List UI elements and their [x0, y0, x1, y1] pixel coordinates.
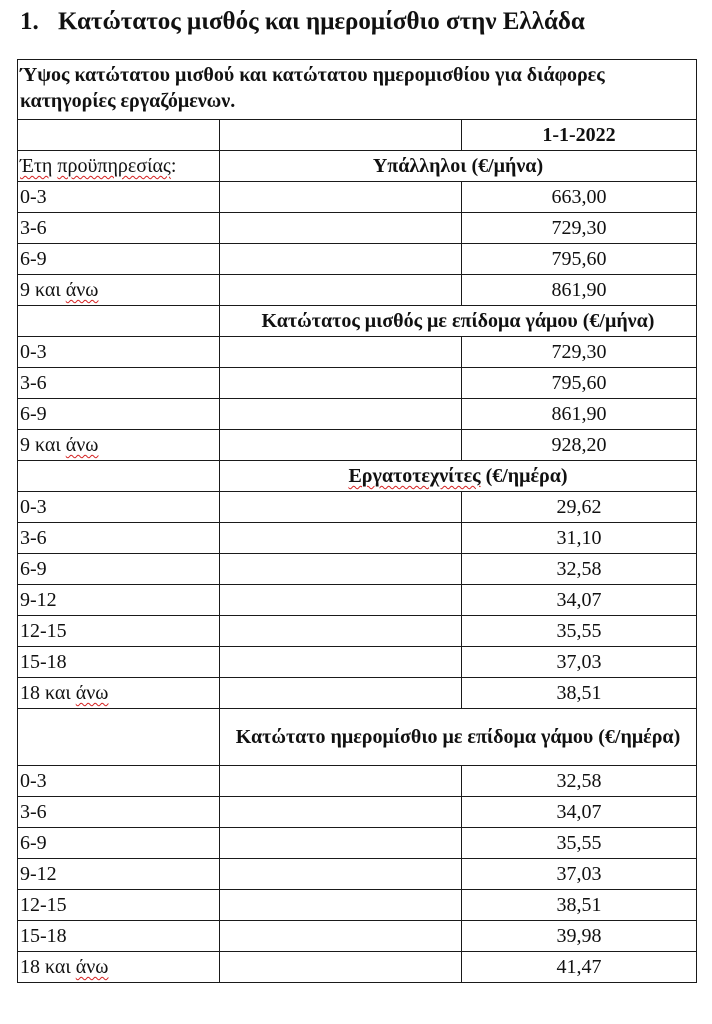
empty-cell	[220, 952, 462, 983]
empty-cell	[220, 828, 462, 859]
empty-cell	[220, 523, 462, 554]
empty-cell	[220, 368, 462, 399]
empty-cell	[18, 461, 220, 492]
section-header-row	[18, 709, 697, 766]
empty-cell	[18, 120, 220, 151]
value-cell: 729,30	[462, 337, 697, 368]
table-caption: Ύψος κατώτατου μισθού και κατώτατου ημερομισθίου για διάφορες κατηγορίες εργαζόμενων.	[18, 60, 697, 120]
table-row	[18, 952, 697, 983]
value-cell: 928,20	[462, 430, 697, 461]
empty-cell	[220, 244, 462, 275]
value-cell: 35,55	[462, 828, 697, 859]
section-title-marriage-daily-wage: Κατώτατο ημερομίσθιο με επίδομα γάμου (€/ημέρα)	[220, 709, 697, 766]
section-title-marriage-salary: Κατώτατος μισθός με επίδομα γάμου (€/μήνα)	[220, 306, 697, 337]
spellcheck-word: άνω	[75, 682, 109, 704]
empty-cell	[220, 647, 462, 678]
years-cell: 9-12	[18, 859, 220, 890]
table-row	[18, 921, 697, 952]
spellcheck-word: άνω	[75, 956, 109, 978]
table-row	[18, 616, 697, 647]
empty-cell	[220, 337, 462, 368]
value-cell: 34,07	[462, 585, 697, 616]
value-cell: 37,03	[462, 647, 697, 678]
value-cell: 35,55	[462, 616, 697, 647]
value-cell: 32,58	[462, 766, 697, 797]
empty-cell	[220, 766, 462, 797]
value-cell: 38,51	[462, 890, 697, 921]
value-cell: 795,60	[462, 368, 697, 399]
value-cell: 31,10	[462, 523, 697, 554]
years-cell: 6-9	[18, 244, 220, 275]
empty-cell	[220, 492, 462, 523]
spellcheck-word: άνω	[65, 434, 99, 456]
value-cell: 38,51	[462, 678, 697, 709]
table-row	[18, 430, 697, 461]
empty-cell	[220, 399, 462, 430]
years-cell: 18 και άνω	[18, 678, 220, 709]
years-cell: 12-15	[18, 890, 220, 921]
years-cell: 15-18	[18, 921, 220, 952]
table-row	[18, 859, 697, 890]
value-cell: 861,90	[462, 275, 697, 306]
years-cell: 0-3	[18, 492, 220, 523]
caption-row	[18, 60, 697, 120]
section-header-row	[18, 306, 697, 337]
table-row	[18, 647, 697, 678]
table-row	[18, 678, 697, 709]
years-label: Έτη προϋπηρεσίας:	[18, 151, 220, 182]
empty-cell	[220, 585, 462, 616]
years-cell: 18 και άνω	[18, 952, 220, 983]
empty-cell	[220, 616, 462, 647]
value-cell: 795,60	[462, 244, 697, 275]
table-row	[18, 213, 697, 244]
heading-number: 1.	[20, 8, 39, 35]
table-row	[18, 890, 697, 921]
table-row	[18, 368, 697, 399]
years-cell: 12-15	[18, 616, 220, 647]
empty-cell	[18, 306, 220, 337]
table-row	[18, 337, 697, 368]
table-row	[18, 828, 697, 859]
years-cell: 6-9	[18, 554, 220, 585]
table-row	[18, 399, 697, 430]
years-cell: 3-6	[18, 368, 220, 399]
years-cell: 3-6	[18, 213, 220, 244]
date-header: 1-1-2022	[462, 120, 697, 151]
empty-cell	[220, 921, 462, 952]
years-cell: 6-9	[18, 828, 220, 859]
date-header-row	[18, 120, 697, 151]
value-cell: 729,30	[462, 213, 697, 244]
section-title-employees: Υπάλληλοι (€/μήνα)	[220, 151, 697, 182]
table-row	[18, 244, 697, 275]
years-cell: 9 και άνω	[18, 275, 220, 306]
empty-cell	[220, 554, 462, 585]
years-cell: 0-3	[18, 182, 220, 213]
years-cell: 0-3	[18, 766, 220, 797]
years-cell: 6-9	[18, 399, 220, 430]
years-cell: 9 και άνω	[18, 430, 220, 461]
section-title-workers: Εργατοτεχνίτες (€/ημέρα)	[220, 461, 697, 492]
section-header-row	[18, 151, 697, 182]
page-title	[20, 8, 585, 36]
value-cell: 861,90	[462, 399, 697, 430]
empty-cell	[220, 678, 462, 709]
years-cell: 0-3	[18, 337, 220, 368]
years-cell: 15-18	[18, 647, 220, 678]
empty-cell	[220, 890, 462, 921]
value-cell: 34,07	[462, 797, 697, 828]
empty-cell	[220, 213, 462, 244]
value-cell: 29,62	[462, 492, 697, 523]
empty-cell	[220, 275, 462, 306]
empty-cell	[220, 430, 462, 461]
table-row	[18, 554, 697, 585]
empty-cell	[220, 120, 462, 151]
table-row	[18, 766, 697, 797]
empty-cell	[220, 182, 462, 213]
value-cell: 32,58	[462, 554, 697, 585]
value-cell: 41,47	[462, 952, 697, 983]
table-row	[18, 492, 697, 523]
years-cell: 3-6	[18, 797, 220, 828]
table-row	[18, 523, 697, 554]
table-row	[18, 182, 697, 213]
years-cell: 3-6	[18, 523, 220, 554]
empty-cell	[220, 797, 462, 828]
heading-title: Κατώτατος μισθός και ημερομίσθιο στην Ελλάδα	[58, 8, 585, 35]
table-row	[18, 797, 697, 828]
years-cell: 9-12	[18, 585, 220, 616]
table-row	[18, 275, 697, 306]
table-row	[18, 585, 697, 616]
empty-cell	[220, 859, 462, 890]
empty-cell	[18, 709, 220, 766]
section-header-row	[18, 461, 697, 492]
value-cell: 39,98	[462, 921, 697, 952]
value-cell: 37,03	[462, 859, 697, 890]
value-cell: 663,00	[462, 182, 697, 213]
minimum-wage-table	[17, 59, 697, 983]
spellcheck-word: άνω	[65, 279, 99, 301]
